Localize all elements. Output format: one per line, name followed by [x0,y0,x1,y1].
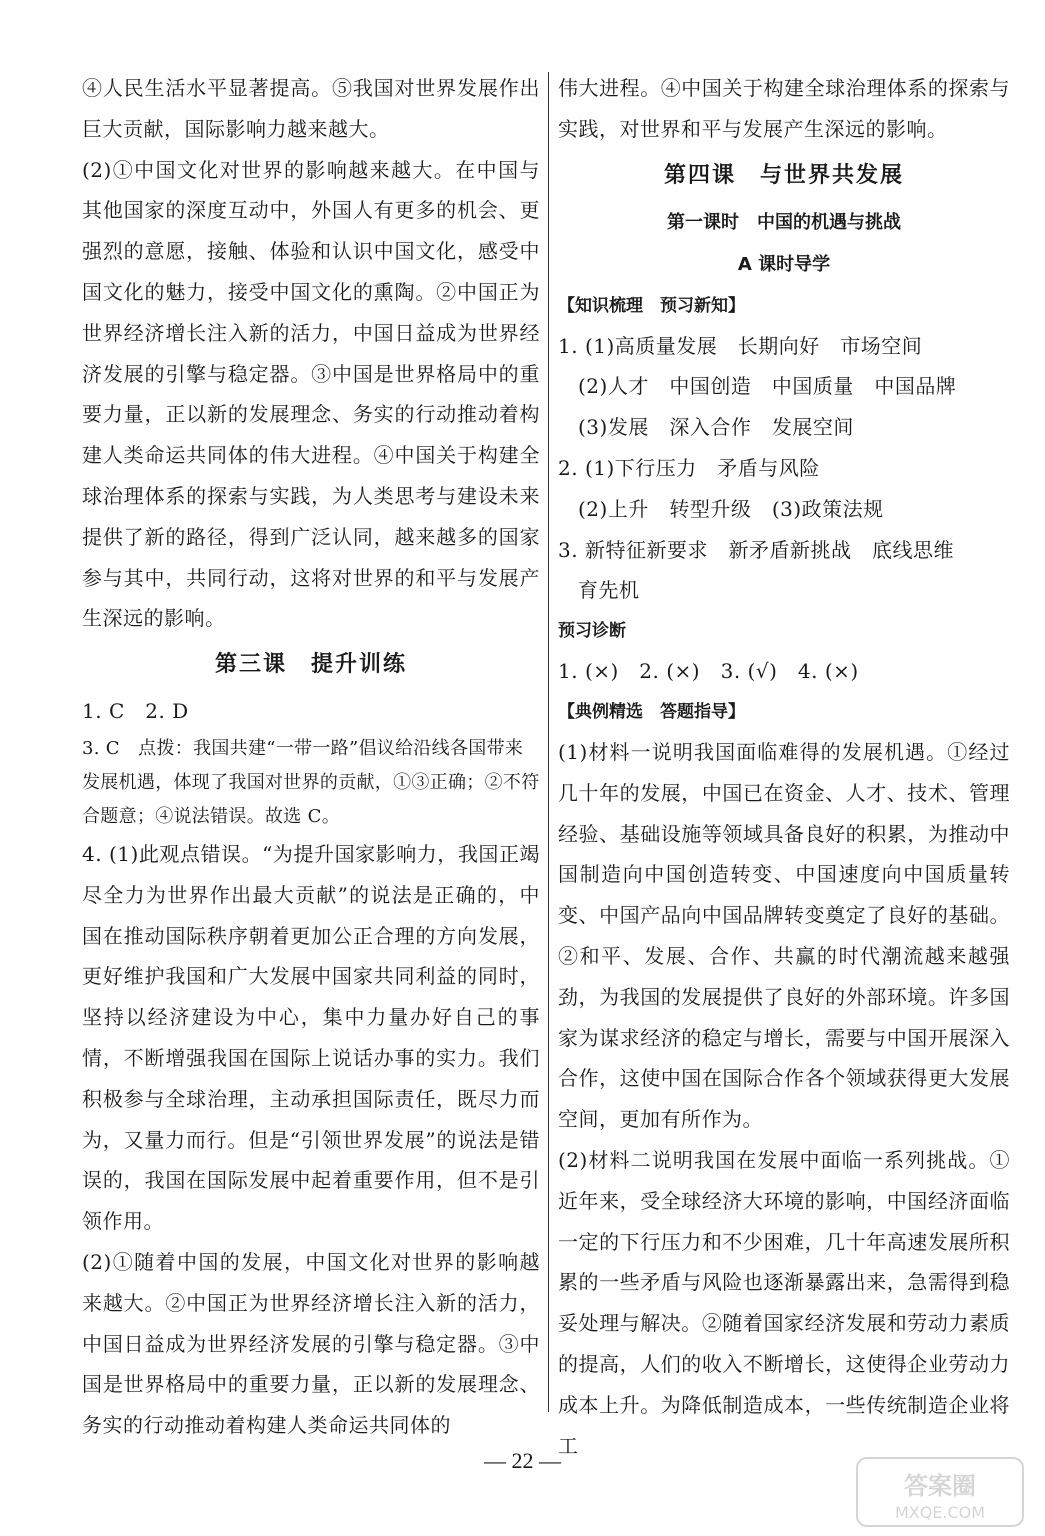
guide-heading: A 课时导学 [737,253,831,275]
right-continuation: 伟大进程。④中国关于构建全球治理体系的探索与实践，对世界和平与发展产生深远的影响。 [558,76,1010,141]
knowledge-heading: 【知识梳理 预习新知】 [558,295,745,316]
example-heading: 【典例精选 答题指导】 [558,701,745,722]
svg-text:MXQE.COM: MXQE.COM [894,1503,986,1522]
example-answer-1: (1)材料一说明我国面临难得的发展机遇。①经过几十年的发展，中国已在资金、人才、技术、管理经验、基础设施等领域具备良好的积累，为推动中国制造向中国创造转变、中国速度向中国质量转变、中国产品向中国品牌转变奠定了良好的基础。②和平、发展、合作、共赢的时代潮流越来越强劲，为我国的发展提供了良好的外部环境。许多国家为谋求经济的稳定与增长，需要与中国开展深入合作，这使中国在国际合作各个领域获得更大发展空间，更加有所作为。 [558,739,1010,1132]
knowledge-1a: 1. (1)高质量发展 长期向好 市场空间 [558,333,923,358]
watermark-logo [855,1456,1025,1528]
diagnosis-answers: 1. (×) 2. (×) 3. (√) 4. (×) [558,659,859,684]
left-column [82,68,540,1446]
left-para-1: ④人民生活水平显著提高。⑤我国对世界发展作出巨大贡献，国际影响力越来越大。 [82,76,540,141]
answer-4-part2: (2)①随着中国的发展，中国文化对世界的影响越来越大。②中国正为世界经济增长注入新的活力，中国日益成为世界经济发展的引擎与稳定器。③中国是世界格局中的重要力量，正以新的发展理念、务实的行动推动着构建人类命运共同体的 [82,1249,540,1438]
lesson-4-heading: 第四课 与世界共发展 [663,162,904,188]
period-heading: 第一课时 中国的机遇与挑战 [667,211,901,233]
lesson-3-heading: 第三课 提升训练 [214,652,407,678]
example-answer-2: (2)材料二说明我国在发展中面临一系列挑战。①近年来，受全球经济大环境的影响，中国经济面临一定的下行压力和不少困难，几十年高速发展所积累的一些矛盾与风险也逐渐暴露出来，急需得到稳妥处理与解决。②随着国家经济发展和劳动力素质的提高，人们的收入不断增长，这使得企业劳动力成本上升。为降低制造成本，一些传统制造企业将工 [558,1147,1010,1458]
right-column [558,68,1010,1466]
svg-text:答案圈: 答案圈 [904,1472,976,1500]
page-number: — 22 — [484,1448,561,1473]
answer-3: 3. C 点拨：我国共建“一带一路”倡议给沿线各国带来发展机遇，体现了我国对世界的贡献，①③正确；②不符合题意；④说法错误。故选 C。 [82,737,540,827]
knowledge-1b: (2)人才 中国创造 中国质量 中国品牌 [578,374,957,399]
column-divider [548,72,549,1412]
answer-4-part1: 4. (1)此观点错误。“为提升国家影响力，我国正竭尽全力为世界作出最大贡献”的说法是正确的，中国在推动国际秩序朝着更加公正合理的方向发展，更好维护我国和广大发展中国家共同利益的同时，坚持以经济建设为中心，集中力量办好自己的事情，不断增强我国在国际上说话办事的实力。我们积极参与全球治理，主动承担国际责任，既尽力而为，又量力而行。但是“引领世界发展”的说法是错误的，我国在国际发展中起着重要作用，但不是引领作用。 [82,841,540,1234]
knowledge-2a: 2. (1)下行压力 矛盾与风险 [558,455,820,480]
knowledge-3b: 育先机 [578,578,640,603]
knowledge-1c: (3)发展 深入合作 发展空间 [578,415,854,440]
knowledge-3a: 3. 新特征新要求 新矛盾新挑战 底线思维 [558,537,954,562]
knowledge-2b: (2)上升 转型升级 (3)政策法规 [578,496,884,521]
diagnosis-heading: 预习诊断 [558,621,626,642]
answer-1-2: 1. C 2. D [82,699,189,724]
left-para-2: (2)①中国文化对世界的影响越来越大。在中国与其他国家的深度互动中，外国人有更多的机会、更强烈的意愿，接触、体验和认识中国文化，感受中国文化的魅力，接受中国文化的熏陶。②中国正为世界经济增长注入新的活力，中国日益成为世界经济发展的引擎与稳定器。③中国是世界格局中的重要力量，正以新的发展理念、务实的行动推动着构建人类命运共同体的伟大进程。④中国关于构建全球治理体系的探索与实践，为人类思考与建设未来提供了新的路径，得到广泛认同，越来越多的国家参与其中，共同行动，这将对世界的和平与发展产生深远的影响。 [82,157,540,631]
